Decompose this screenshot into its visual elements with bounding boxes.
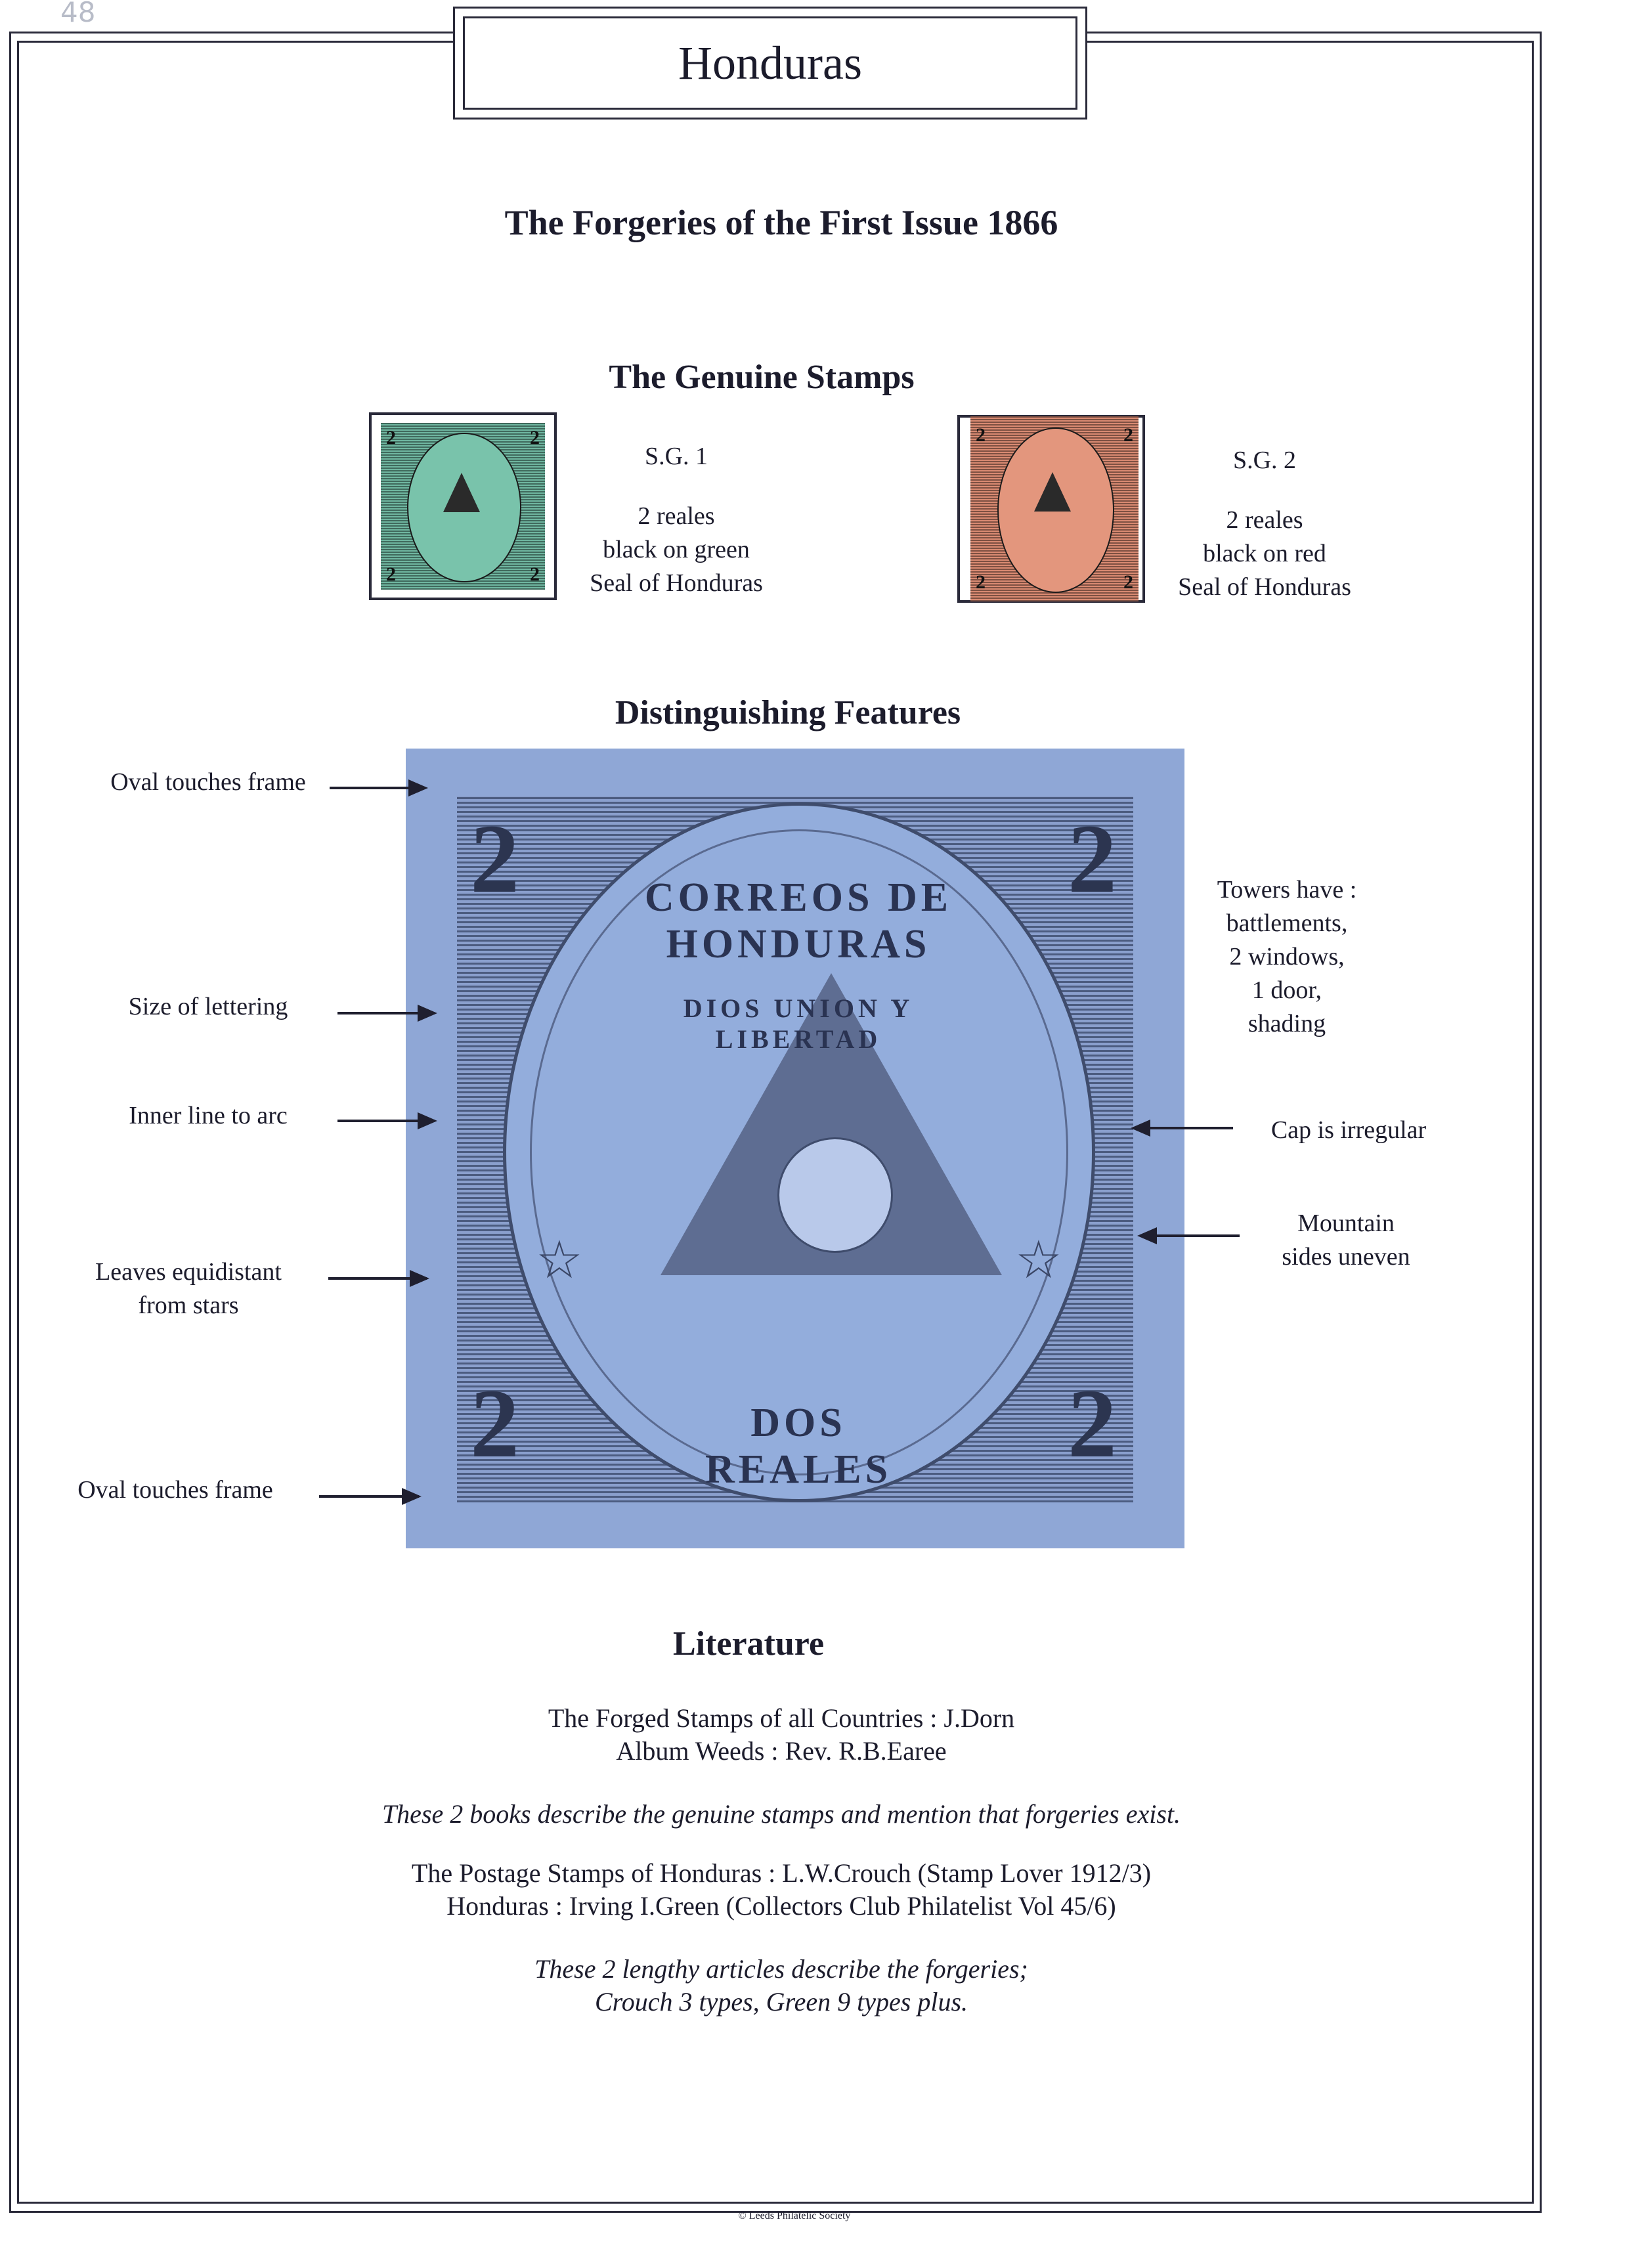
annotation-text: Size of lettering	[128, 993, 288, 1020]
literature-ref: The Forged Stamps of all Countries : J.Dorn	[548, 1703, 1015, 1733]
annotation-text: Inner line to arc	[129, 1102, 288, 1129]
annotation-text: Towers have :	[1217, 876, 1357, 904]
annotation-leaves-equidistant	[54, 1255, 323, 1322]
literature-note-line: These 2 lengthy articles describe the forgeries;	[534, 1954, 1028, 1984]
annotation-towers	[1156, 873, 1418, 1041]
stamp-numeral: 2	[976, 571, 986, 593]
arrow-right-icon	[337, 1012, 435, 1014]
stamp-color: black on red	[1203, 540, 1326, 567]
copyright-notice: © Leeds Philatelic Society	[738, 2210, 851, 2221]
literature-ref: The Postage Stamps of Honduras : L.W.Crouch (Stamp Lover 1912/3)	[411, 1858, 1152, 1888]
arrow-right-icon	[328, 1277, 427, 1280]
enlarged-stamp-image	[406, 749, 1184, 1548]
star-icon: ☆	[1015, 1232, 1062, 1290]
stamp-numeral-top-right: 2	[1068, 804, 1117, 913]
stamp-color: black on green	[603, 536, 750, 563]
arrow-right-icon	[319, 1495, 419, 1498]
stamp-numeral: 2	[976, 424, 986, 446]
stamp-numeral: 2	[386, 563, 396, 585]
enlarged-stamp-frame	[457, 796, 1133, 1502]
seal-outer-text: CORREOS DE HONDURAS	[644, 875, 953, 967]
stamp-numeral: 2	[1123, 571, 1133, 593]
literature-note-2	[223, 1953, 1339, 2018]
genuine-stamp-sg2-image	[970, 416, 1139, 601]
literature-note-1: These 2 books describe the genuine stamps and mention that forgeries exist.	[381, 1799, 1181, 1829]
stamp-sg-number: S.G. 2	[1232, 447, 1297, 474]
stamp-caption-sg1	[532, 440, 821, 600]
stamp-design: Seal of Honduras	[1178, 573, 1351, 601]
annotation-text: Oval touches frame	[110, 768, 306, 796]
annotation-text: Mountain	[1297, 1210, 1395, 1237]
stamp-numeral: 2	[386, 427, 396, 448]
genuine-stamp-sg2-frame	[957, 415, 1145, 603]
annotation-text: Oval touches frame	[77, 1476, 273, 1504]
literature-ref: Album Weeds : Rev. R.B.Earee	[616, 1736, 947, 1766]
genuine-stamp-sg1-frame	[369, 412, 557, 600]
stamp-numeral-top-left: 2	[470, 804, 519, 913]
annotation-text: 2 windows,	[1229, 943, 1345, 970]
annotation-mountain-sides	[1215, 1207, 1477, 1274]
main-heading: The Forgeries of the First Issue 1866	[504, 203, 1058, 242]
stamp-value: 2 reales	[638, 502, 715, 530]
stamp-value: 2 reales	[1226, 506, 1303, 534]
seal-inner-text: DIOS UNION Y LIBERTAD	[683, 993, 914, 1054]
annotation-text: shading	[1247, 1010, 1326, 1037]
literature-refs-2	[158, 1857, 1405, 1923]
stamp-numeral: 2	[530, 427, 540, 448]
seal-bottom-text: DOS REALES	[705, 1401, 892, 1492]
genuine-stamp-sg1-image	[381, 423, 545, 590]
features-heading: Distinguishing Features	[615, 694, 961, 731]
pencil-page-number: 48	[60, 0, 96, 28]
arrow-right-icon	[337, 1120, 435, 1122]
literature-heading: Literature	[672, 1625, 825, 1663]
title-box	[453, 7, 1087, 120]
annotation-text: from stars	[138, 1292, 239, 1319]
annotation-cap-irregular	[1217, 1114, 1480, 1147]
annotation-size-of-lettering	[74, 990, 343, 1024]
annotation-text: sides uneven	[1282, 1243, 1410, 1271]
annotation-inner-line-to-arc	[74, 1099, 343, 1133]
stamp-triangle	[443, 473, 480, 512]
literature-note-line: Crouch 3 types, Green 9 types plus.	[594, 1987, 968, 2017]
annotation-text: 1 door,	[1251, 976, 1322, 1004]
star-icon: ☆	[536, 1232, 583, 1290]
seal-sun	[777, 1137, 893, 1253]
genuine-heading: The Genuine Stamps	[609, 359, 915, 396]
annotation-text: Cap is irregular	[1270, 1116, 1427, 1144]
stamp-design: Seal of Honduras	[590, 569, 763, 597]
annotation-oval-touches-frame-top	[74, 766, 343, 799]
annotation-text: battlements,	[1226, 909, 1348, 937]
page-title: Honduras	[678, 36, 862, 89]
literature-ref: Honduras : Irving I.Green (Collectors Club Philatelist Vol 45/6)	[446, 1891, 1116, 1921]
stamp-numeral-bottom-right: 2	[1068, 1369, 1117, 1478]
stamp-numeral-bottom-left: 2	[470, 1369, 519, 1478]
stamp-numeral: 2	[530, 563, 540, 585]
annotation-text: Leaves equidistant	[95, 1258, 282, 1286]
stamp-numeral: 2	[1123, 424, 1133, 446]
stamp-triangle	[1034, 472, 1071, 512]
annotation-oval-touches-frame-bottom	[41, 1473, 310, 1507]
stamp-caption-sg2	[1120, 444, 1409, 604]
literature-refs-1	[223, 1702, 1339, 1768]
arrow-right-icon	[330, 787, 425, 789]
stamp-sg-number: S.G. 1	[644, 443, 708, 470]
